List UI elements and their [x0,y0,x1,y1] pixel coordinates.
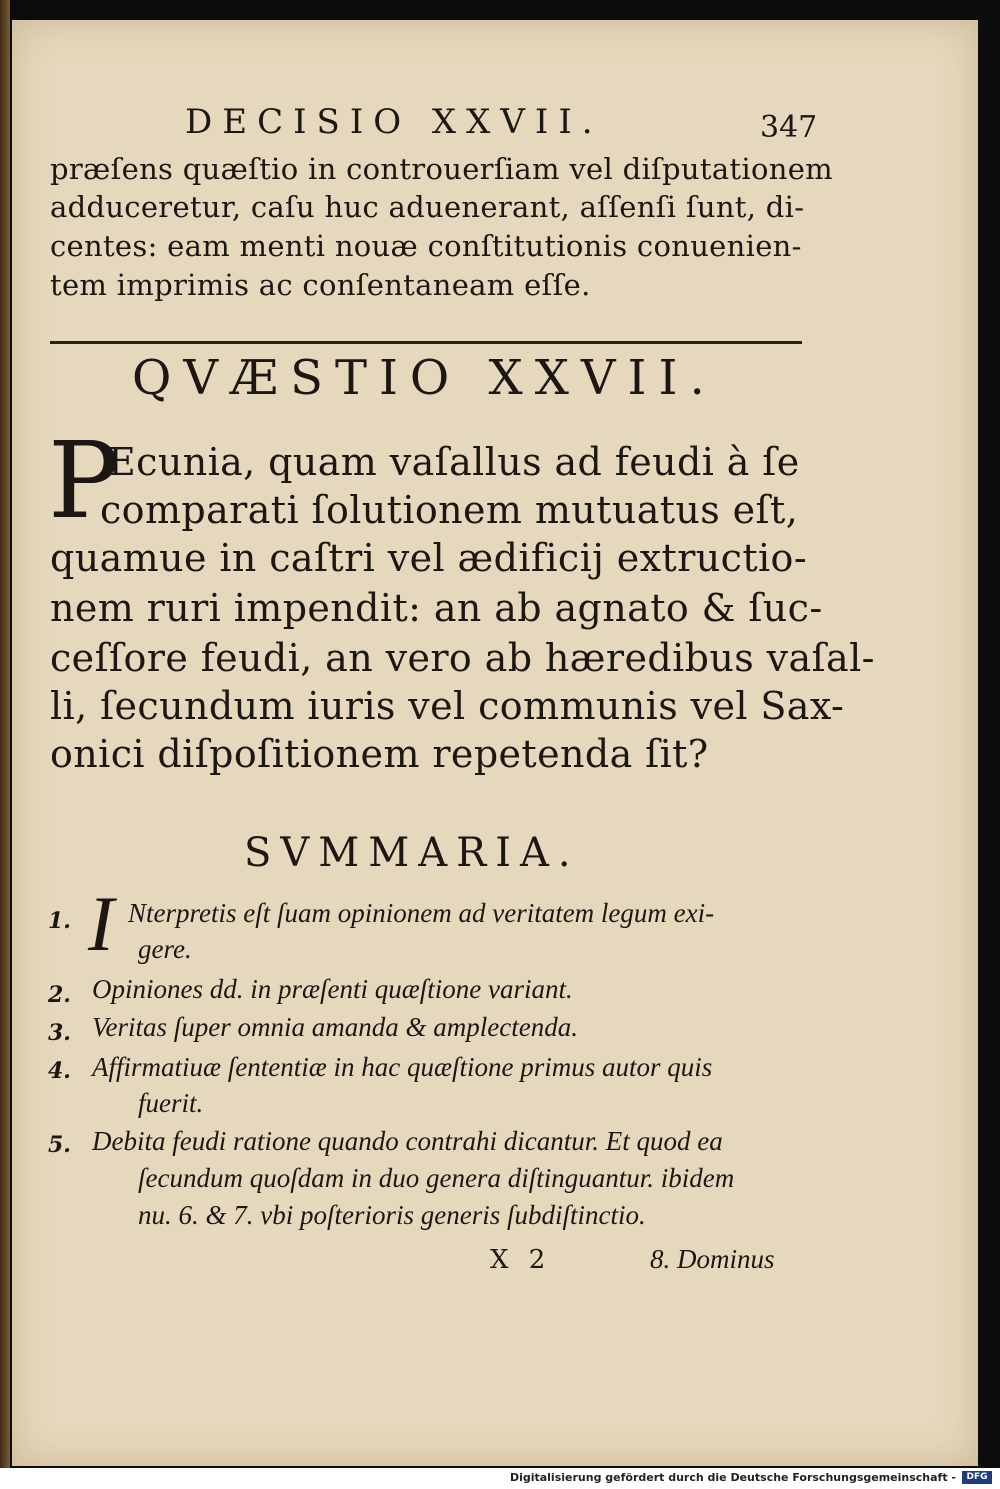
quaestio-title: QVÆSTIO XXVII. [132,350,717,406]
page-number: 347 [760,110,818,145]
signature-mark: X 2 [490,1245,552,1275]
question-line-3: quamue in caſtri vel ædificij extructio- [50,536,808,580]
summary-item-4-line-1: Affirmatiuæ ſententiæ in hac quæſtione primus autor quis [92,1052,713,1082]
summary-item-3-line-1: Veritas ſuper omnia amanda & amplectenda. [92,1012,578,1042]
intro-line-3: centes: eam menti nouæ conſtitutionis conuenien- [50,229,802,263]
section-rule [50,341,802,344]
summary-number-2: 2. [48,982,71,1008]
intro-line-4: tem imprimis ac conſentaneam eſſe. [50,268,591,302]
question-line-7: onici diſpoſitionem repetenda ſit? [50,732,709,776]
question-line-1: Ecunia, quam vaſallus ad feudi à ſe [108,440,800,484]
summary-number-4: 4. [48,1058,71,1084]
running-head-title: DECISIO XXVII. [185,102,603,142]
summary-initial: I [88,880,114,967]
dfg-logo-icon: DFG [962,1471,992,1484]
intro-line-2: adduceretur, caſu huc aduenerant, aſſenſi ſunt, di- [50,190,805,224]
summary-number-1: 1. [48,908,71,934]
summary-item-4-line-2: fuerit. [138,1088,204,1118]
summary-item-5-line-1: Debita feudi ratione quando contrahi dicantur. Et quod ea [92,1126,723,1156]
book-spine-edge [0,0,10,1468]
intro-line-1: præſens quæſtio in controuerſiam vel diſputationem [50,152,833,186]
footer-credit: Digitalisierung gefördert durch die Deutsche Forschungsgemeinschaft - [509,1471,956,1484]
summary-number-5: 5. [48,1132,71,1158]
question-line-2: comparati ſolutionem mutuatus eſt, [100,488,799,532]
dropcap-initial: P [48,419,120,542]
summary-item-1-line-1: Nterpretis eſt ſuam opinionem ad veritatem legum exi- [128,898,715,928]
summary-item-5-line-2: ſecundum quoſdam in duo genera diſtinguantur. ibidem [138,1163,735,1193]
summaria-heading: SVMMARIA. [244,830,580,876]
summary-number-3: 3. [48,1020,71,1046]
summary-item-5-line-3: nu. 6. & 7. vbi poſterioris generis ſubdiſtinctio. [138,1200,646,1230]
question-line-5: ceſſore feudi, an vero ab hæredibus vaſal- [50,636,875,680]
summary-item-2-line-1: Opiniones dd. in præſenti quæſtione variant. [92,974,573,1004]
catchword: 8. Dominus [650,1244,775,1274]
question-line-4: nem ruri impendit: an ab agnato & ſuc- [50,586,823,630]
summary-item-1-line-2: gere. [138,934,192,964]
question-line-6: li, ſecundum iuris vel communis vel Sax- [50,684,845,728]
